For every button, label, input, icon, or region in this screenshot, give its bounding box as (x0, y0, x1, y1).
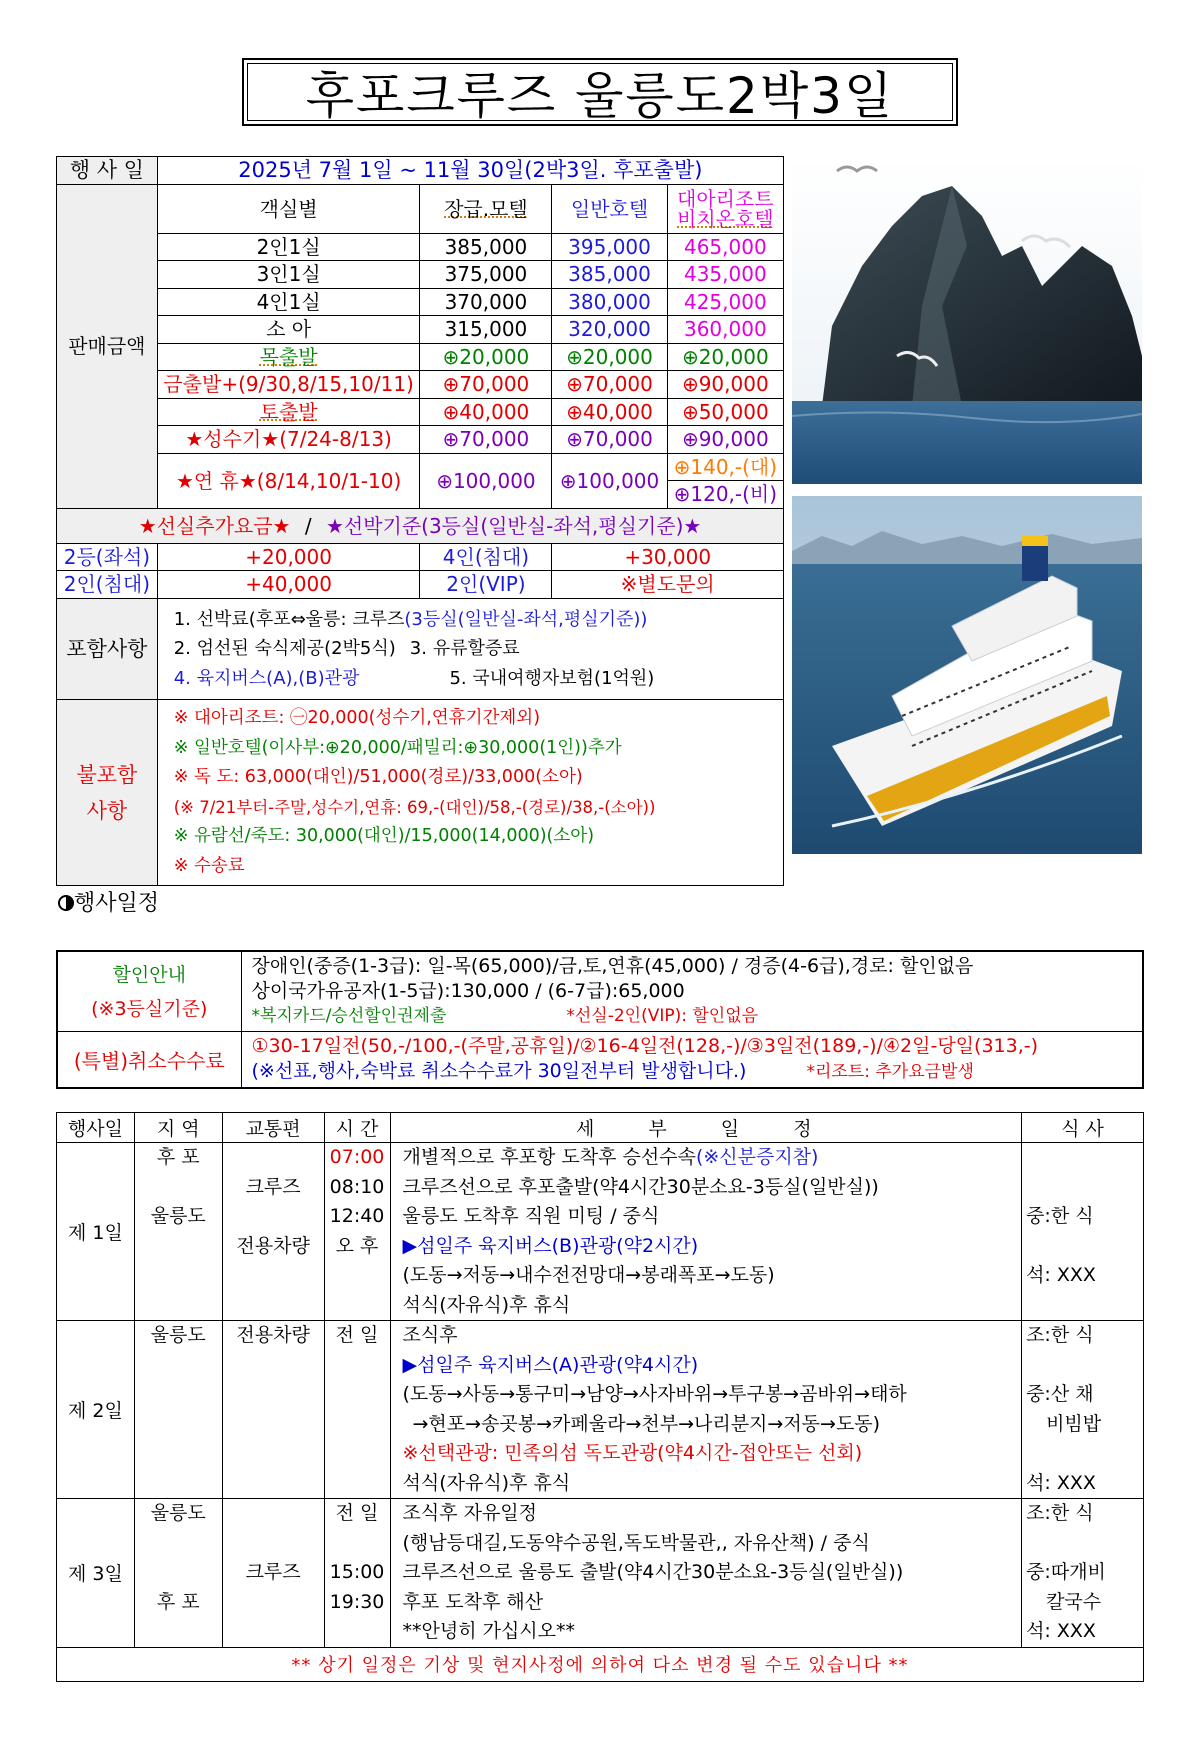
price-row: 금출발+(9/30,8/15,10/11) ⊕70,000 ⊕70,000 ⊕90,000 (57, 371, 784, 399)
room-col1-header: 장급.모텔 (420, 184, 552, 233)
price-row: 2인1실 385,000 395,000 465,000 (57, 233, 784, 261)
page-title: 후포크루즈 울릉도2박3일 (247, 63, 953, 121)
excluded-label: 불포함 사항 (57, 700, 158, 886)
holiday-row: ★연 휴★(8/14,10/1-10) ⊕100,000 ⊕100,000 ⊕140,-(대) (57, 453, 784, 481)
included-label: 포함사항 (57, 598, 158, 700)
discount-label: 할인안내 (※3등실기준) (57, 951, 241, 1032)
price-row: 토출발 ⊕40,000 ⊕40,000 ⊕50,000 (57, 398, 784, 426)
price-row: ★성수기★(7/24-8/13) ⊕70,000 ⊕70,000 ⊕90,000 (57, 426, 784, 454)
discount-table (56, 950, 1144, 1089)
price-table: 행 사 일 2025년 7월 1일 ~ 11월 30일(2박3일. 후포출발) 판매금액 객실별 장급.모텔 일반호텔 대아리조트 비치온호텔 2인1실 385,000 395,000 465,000 3인1실 375,000 385,000 435,000 4인1실 370,000 380,000 425,000 소 아 315,000 320,000 360,000 목출발 ⊕20,000 ⊕20,000 ⊕20,000 금출발+(9/30,8/15,10/11) ⊕70,000 ⊕70,000 ⊕90,000 토출발 ⊕40,000 ⊕40,000 ⊕50,000 ★성수기★(7/24-8/13) ⊕70,000 ⊕70,000 ⊕90,000 ★연 휴★(8/14,10/1-10) ⊕100,000 ⊕100,000 ⊕140,-(대) ⊕120,-(비) ★선실추가요금★ / ★선박기준(3등실(일반실-좌석,평실기준)★ 2등(좌석) +20,000 4인(침대) +30,000 2인(침대) +40,000 2인(VIP) ※별도문의 포함사항 1. 선박료(후포⇔울릉: 크루즈(3등실(일반실-좌석,평실기준)) 2. 엄선된 숙식제공(2박5식) 3. 유류할증료 4. 육지버스(A),(B)관광 5. 국내여행자보험(1억원) 불포함 사항 ※ 대아리조트: ㊀20,000(성수기,연휴기간제외) ※ 일반호텔(이사부:⊕20,000/패밀리:⊕30,000(1인))추가 ※ 독 도: 63,000(대인)/51,000(경로)/33,000(소아) (※ 7/21부터-주말,성수기,연휴: 69,-(대인)/58,-(경로)/38,-(소아)) ※ 유람선/죽도: 30,000(대인)/15,000(14,000)(소아) ※ 수송료 (56, 156, 784, 886)
footer-note: ** 상기 일정은 기상 및 현지사정에 의하여 다소 변경 될 수도 있습니다 ** (57, 1647, 1144, 1681)
discount-details: 장애인(중증(1-3급): 일-목(65,000)/금,토,연휴(45,000) / 경증(4-6급),경로: 할인없음 상이국가유공자(1-5급):130,000 / (6-7급):65,000 *복지카드/승선할인권제출 *선실-2인(VIP): 할인없음 (241, 951, 1143, 1032)
rock-island-photo (792, 156, 1142, 484)
schedule-header-row: 행사일 지 역 교통편 시 간 세 부 일 정 식 사 (57, 1113, 1144, 1143)
room-col2-header: 일반호텔 (552, 184, 667, 233)
schedule-day-row: 제 2일 울릉도 전용차량 전 일 조식후 ▶섬일주 육지버스(A)관광(약4시간) (도동→사동→통구미→남양→사자바위→투구봉→곰바위→태하 →현포→송곳봉→카페울라→천부→나리분지→저동→도동) ※선택관광: 민족의섬 독도관광(약4시간-접안또는 선회) 석식(자유식)후 휴식 조:한 식 중:산 채 비빔밥 석: XXX (57, 1321, 1144, 1499)
schedule-day-row: 제 3일 울릉도 후 포 크루즈 전 일 15:00 19:30 조식후 자유일정 (행남등대길,도동약수공원,독도박물관,, 자유산책) / 중식 크루즈선으로 울릉도 출발(약4시간30분소요-3등실(일반실)) 후포 도착후 해산 **안녕히 가십시오** 조:한 식 중:따개비 칼국수 석: XXX (57, 1499, 1144, 1648)
cancel-details: ①30-17일전(50,-/100,-(주말,공휴일)/②16-4일전(128,-)/③3일전(189,-)/④2일-당일(313,-) (※선표,행사,숙박료 취소수수료가 30일전부터 발생합니다.) *리조트: 추가요금발생 (241, 1032, 1143, 1089)
title-box (242, 58, 958, 126)
cancel-label: (특별)취소수수료 (57, 1032, 241, 1089)
schedule-table (56, 1112, 1144, 1682)
room-type-header: 객실별 (157, 184, 420, 233)
ship-row: 2등(좌석) +20,000 4인(침대) +30,000 (57, 543, 784, 571)
price-row: 목출발 ⊕20,000 ⊕20,000 ⊕20,000 (57, 343, 784, 371)
ship-header: ★선실추가요금★ / ★선박기준(3등실(일반실-좌석,평실기준)★ (57, 508, 784, 543)
event-date-label: 행 사 일 (57, 157, 158, 185)
included-list: 1. 선박료(후포⇔울릉: 크루즈(3등실(일반실-좌석,평실기준)) 2. 엄선된 숙식제공(2박5식) 3. 유류할증료 4. 육지버스(A),(B)관광 5. 국내여행자보험(1억원) (157, 598, 783, 700)
schedule-section-title: 행사일정 (58, 886, 159, 917)
price-row: 소 아 315,000 320,000 360,000 (57, 316, 784, 344)
excluded-list: ※ 대아리조트: ㊀20,000(성수기,연휴기간제외) ※ 일반호텔(이사부:⊕20,000/패밀리:⊕30,000(1인))추가 ※ 독 도: 63,000(대인)/51,000(경로)/33,000(소아) (※ 7/21부터-주말,성수기,연휴: 69,-(대인)/58,-(경로)/38,-(소아)) ※ 유람선/죽도: 30,000(대인)/15,000(14,000)(소아) ※ 수송료 (157, 700, 783, 886)
ship-row: 2인(침대) +40,000 2인(VIP) ※별도문의 (57, 571, 784, 599)
schedule-day-row: 제 1일 후 포 울릉도 크루즈 전용차량 07:00 08:10 12:40 오 후 개별적으로 후포항 도착후 승선수속(※신분증지참) 크루즈선으로 후포출발(약4시간30분소요-3등실(일반실)) 울릉도 도착후 직원 미팅 / 중식 ▶섬일주 육지버스(B)관광(약2시간) (도동→저동→내수전전망대→봉래폭포→도동) 석식(자유식)후 휴식 중:한 식 석: XXX (57, 1143, 1144, 1321)
event-date-value: 2025년 7월 1일 ~ 11월 30일(2박3일. 후포출발) (157, 157, 783, 185)
price-row: 4인1실 370,000 380,000 425,000 (57, 288, 784, 316)
cruise-ship-photo (792, 496, 1142, 854)
half-circle-icon (58, 895, 74, 911)
price-row: 3인1실 375,000 385,000 435,000 (57, 261, 784, 289)
price-label: 판매금액 (57, 184, 158, 508)
room-col3-header: 대아리조트 비치온호텔 (667, 184, 783, 233)
